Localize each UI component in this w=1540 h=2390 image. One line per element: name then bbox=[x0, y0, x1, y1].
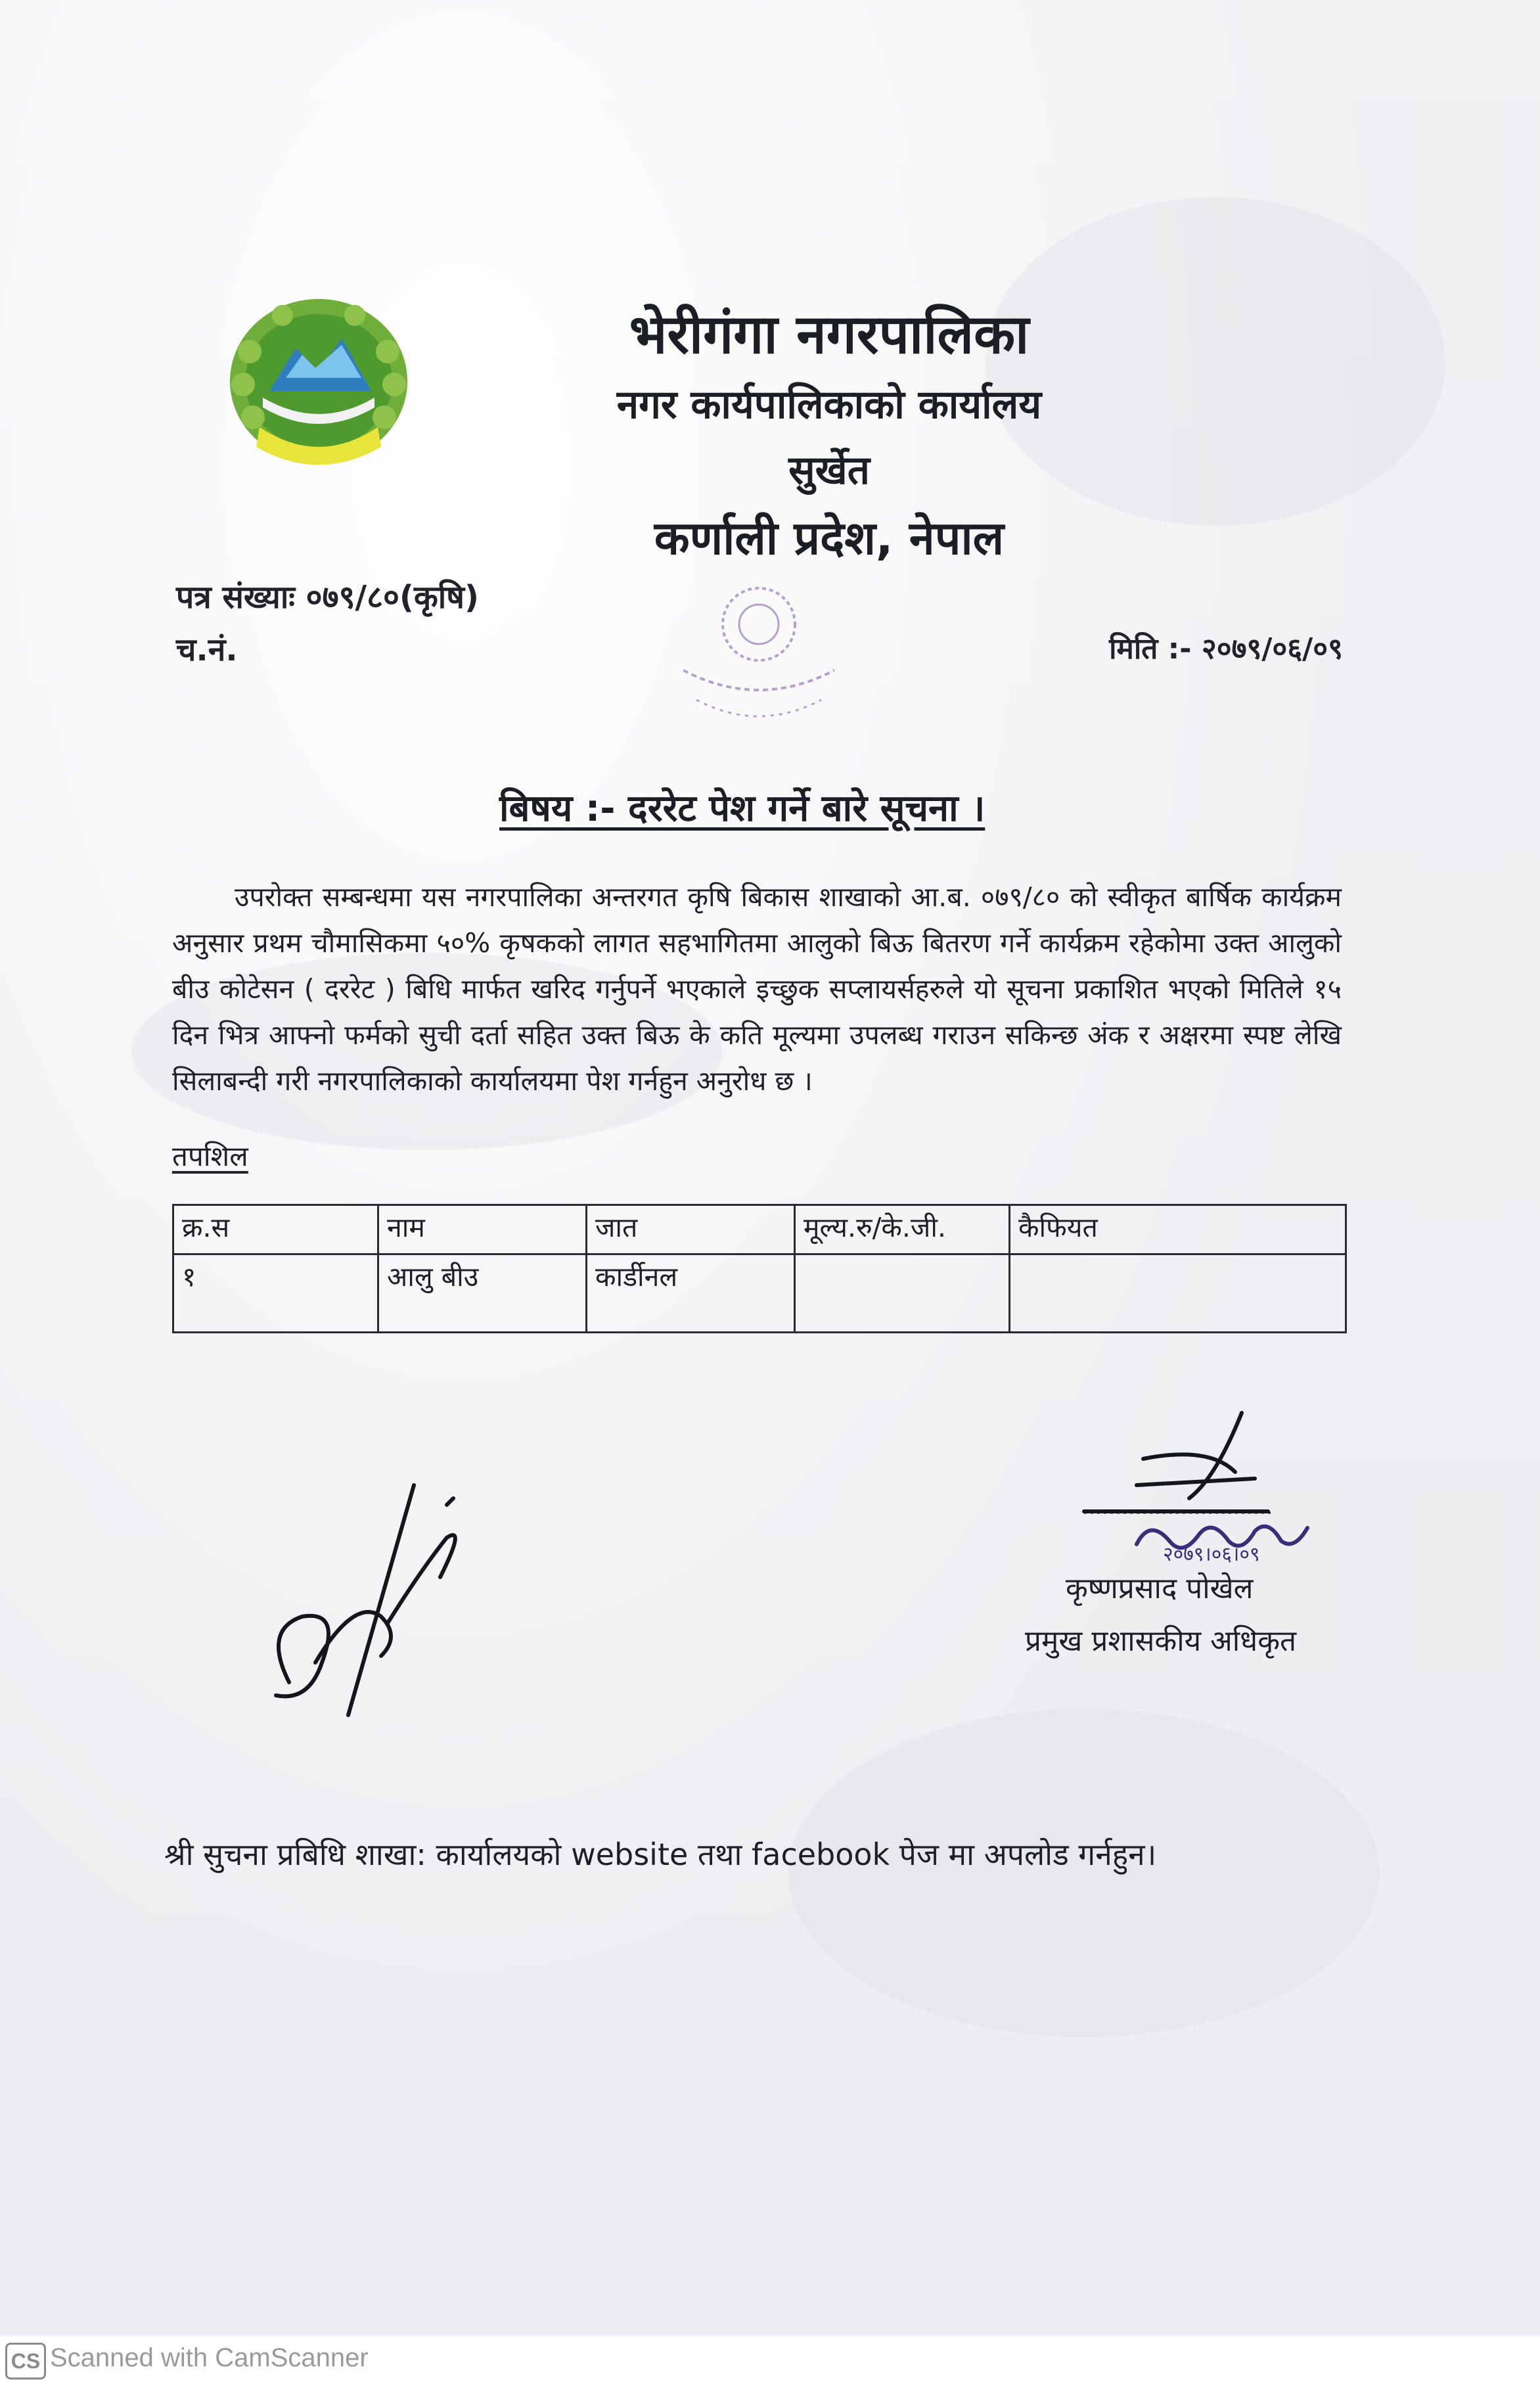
letter-number: पत्र संख्याः ०७९/८०(कृषि) bbox=[176, 579, 479, 616]
table-header-row bbox=[173, 1205, 1346, 1254]
camscanner-logo-icon: CS bbox=[5, 2343, 46, 2379]
office-district: सुर्खेत bbox=[788, 448, 870, 494]
office-name: भेरीगंगा नगरपालिका bbox=[629, 304, 1030, 366]
distribution-note: श्री सुचना प्रबिधि शाखा: कार्यालयको website तथा facebook पेज मा अपलोड गर्नहुन। bbox=[164, 1837, 1157, 1872]
items-table bbox=[172, 1204, 1347, 1333]
cell-variety: कार्डीनल bbox=[587, 1254, 795, 1333]
cell-name: आलु बीउ bbox=[378, 1254, 587, 1333]
handwritten-signature-right bbox=[1058, 1400, 1360, 1584]
cell-serial: १ bbox=[173, 1254, 378, 1333]
details-label: तपशिल bbox=[172, 1140, 248, 1172]
table-row bbox=[173, 1254, 1346, 1333]
notice-subject: बिषय :- दररेट पेश गर्ने बारे सूचना । bbox=[499, 787, 985, 830]
col-name-header: नाम bbox=[378, 1205, 587, 1254]
office-province: कर्णाली प्रदेश, नेपाल bbox=[654, 511, 1005, 565]
signatory-title: प्रमुख प्रशासकीय अधिकृत bbox=[1025, 1624, 1297, 1658]
col-price-header: मूल्य.रु/के.जी. bbox=[795, 1205, 1010, 1254]
scanner-watermark-text: Scanned with CamScanner bbox=[50, 2343, 369, 2372]
col-serial-header: क्र.स bbox=[173, 1205, 378, 1254]
cell-remarks bbox=[1010, 1254, 1346, 1333]
signatory-name: कृष्णप्रसाद पोखेल bbox=[1066, 1572, 1254, 1605]
signature-date: २०७९।०६।०९ bbox=[1163, 1543, 1260, 1566]
col-remarks-header: कैफियत bbox=[1010, 1205, 1346, 1254]
notice-body: उपरोक्त सम्बन्धमा यस नगरपालिका अन्तरगत कृषि बिकास शाखाको आ.ब. ०७९/८० को स्वीकृत बार्षिक कार्यक्रम अनुसार प्रथम चौमासिकमा ५०% कृषकको लागत सहभागितमा आलुको बिऊ बितरण गर्ने कार्यक्रम रहेकोमा उक्त आलुको बीउ कोटेसन ( दररेट ) बिधि मार्फत खरिद गर्नुपर्ने भएकाले इच्छुक सप्लायर्सहरुले यो सूचना प्रकाशित भएको मितिले १५ दिन भित्र आफ्नो फर्मको सुची दर्ता सहित उक्त बिऊ के कति मूल्यमा उपलब्ध गराउन सकिन्छ अंक र अक्षरमा स्पष्ट लेखि सिलाबन्दी गरी नगरपालिकाको कार्यालयमा पेश गर्नहुन अनुरोध छ । bbox=[172, 881, 1342, 1097]
col-variety-header: जात bbox=[587, 1205, 795, 1254]
handwritten-signature-left bbox=[250, 1465, 486, 1741]
office-stamp-icon bbox=[664, 578, 854, 749]
cell-price bbox=[795, 1254, 1010, 1333]
chalani-number: च.नं. bbox=[176, 632, 238, 668]
office-subtitle: नगर कार्यपालिकाको कार्यालय bbox=[616, 382, 1042, 428]
letter-date: मिति :- २०७९/०६/०९ bbox=[1109, 632, 1343, 666]
